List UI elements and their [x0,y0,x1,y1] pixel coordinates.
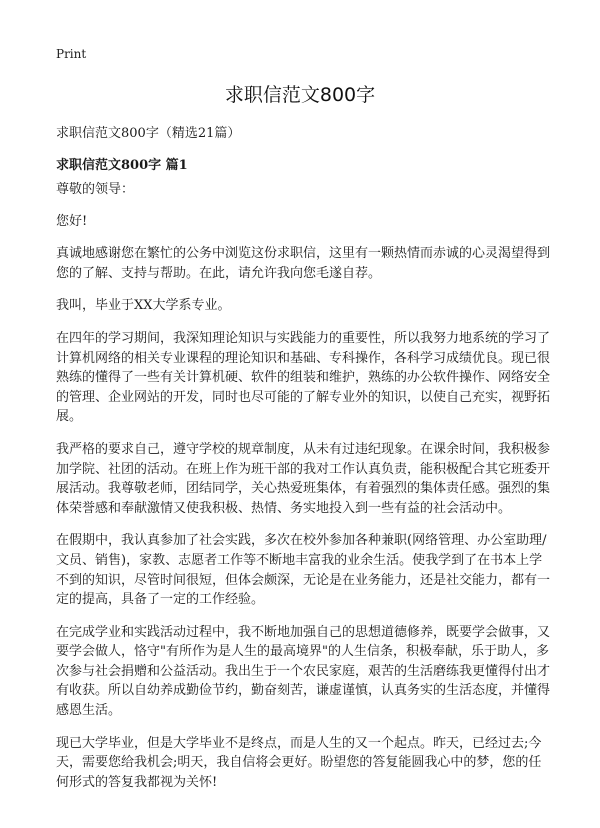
paragraph: 真诚地感谢您在繁忙的公务中浏览这份求职信，这里有一颗热情而赤诚的心灵渴望得到您的了解、支持与帮助。在此，请允许我向您毛遂自荐。 [56,246,551,281]
page-title: 求职信范文800字 [224,84,376,106]
paragraph: 在完成学业和实践活动过程中，我不断地加强自己的思想道德修养，既要学会做事，又要学会做人，恪守"有所作为是人生的最高境界"的人生信条，积极奉献，乐于助人，多次参与社会捐赠和公益活动。我出生于一个农民家庭，艰苦的生活磨练我更懂得付出才有收获。所以自幼养成勤俭节约，勤奋刻苦，谦虚谨慎，认真务实的生活态度，并懂得感恩生活。 [56,624,551,719]
paragraph: 在四年的学习期间，我深知理论知识与实践能力的重要性，所以我努力地系统的学习了计算机网络的相关专业课程的理论知识和基础、专科操作，各科学习成绩优良。现已很熟练的懂得了一些有关计算机硬、软件的组装和维护，熟练的办公软件操作、网络安全的管理、企业网站的开发，同时也尽可能的了解专业外的知识，以使自己充实，视野拓展。 [56,330,551,425]
paragraph: 我严格的要求自己，遵守学校的规章制度，从未有过违纪现象。在课余时间，我积极参加学院、社团的活动。在班上作为班干部的我对工作认真负责，能积极配合其它班委开展活动。我尊敬老师，团结同学，关心热爱班集体，有着强烈的集体责任感。强烈的集体荣誉感和奉献激情又使我积极、热情、务实地投入到一些有益的社会活动中。 [56,441,551,516]
paragraph: 现已大学毕业，但是大学毕业不是终点，而是人生的又一个起点。昨天，已经过去;今天，需要您给我机会;明天，我自信将会更好。盼望您的答复能圆我心中的梦，您的任何形式的答复我都视为关怀! [56,735,542,790]
section-heading: 求职信范文800字 篇1 [56,158,188,173]
paragraph: 在假期中，我认真参加了社会实践，多次在校外参加各种兼职(网络管理、办公室助理/文员、销售)，家教、志愿者工作等不断地丰富我的业余生活。使我学到了在书本上学不到的知识，尽管时间很短，但体会颇深，无论是在业务能力，还是社交能力，都有一定的提高，具备了一定的工作经验。 [56,533,551,608]
greeting: 您好! [56,213,88,229]
document-subtitle: 求职信范文800字（精选21篇） [56,126,241,141]
paragraph: 我叫，毕业于XX大学系专业。 [56,298,231,314]
salutation: 尊敬的领导： [56,182,135,197]
print-label[interactable]: Print [56,47,87,61]
letter-body [56,180,550,805]
